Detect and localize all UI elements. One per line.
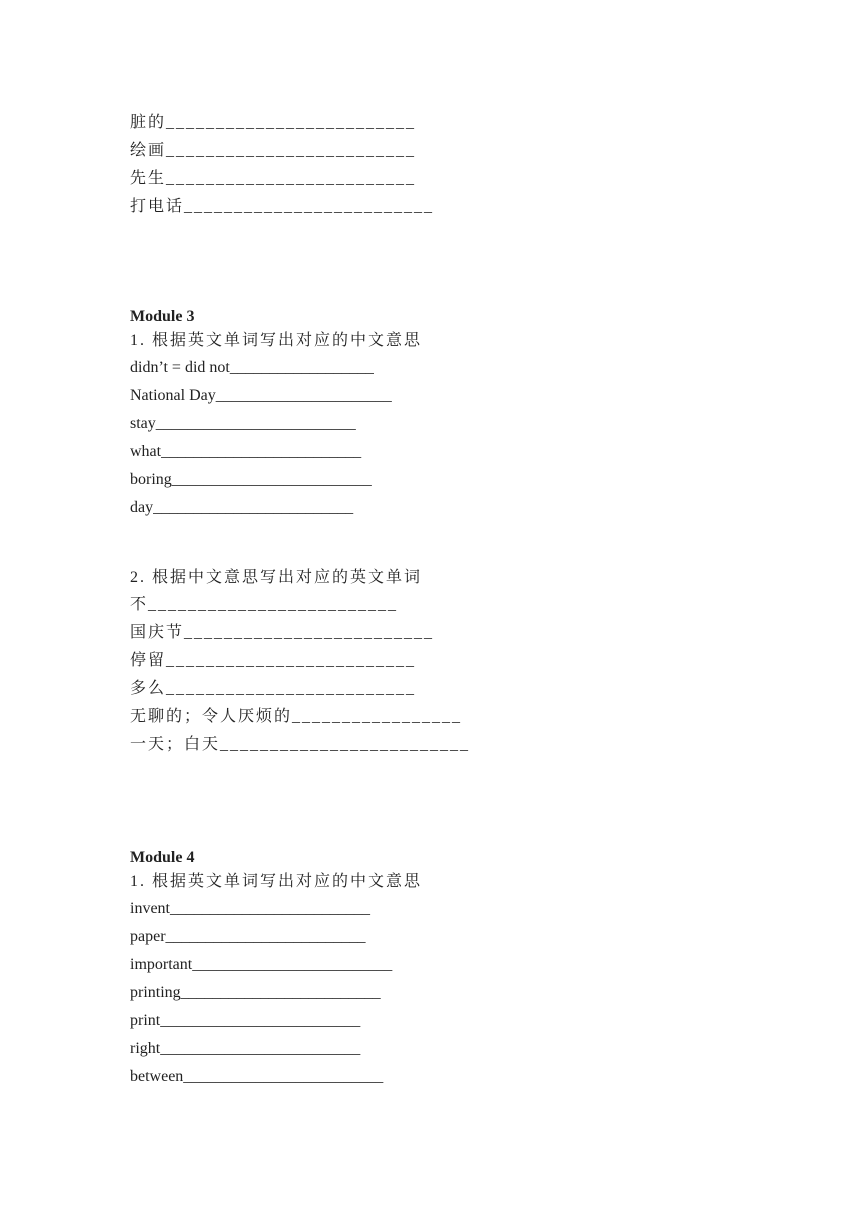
module-4-section <box>130 847 422 1091</box>
list-item: 国庆节_________________________ <box>130 624 435 641</box>
list-item: 先生_________________________ <box>130 170 417 187</box>
list-item: paper_________________________ <box>130 928 366 945</box>
list-item: right_________________________ <box>130 1040 361 1057</box>
list-item: 多么_________________________ <box>130 680 417 697</box>
list-item: 一天；白天_________________________ <box>130 736 471 753</box>
list-item: 打电话_________________________ <box>130 198 435 215</box>
list-item: National Day______________________ <box>130 387 392 404</box>
module-3-instruction-1: 1. 根据英文单词写出对应的中文意思 <box>130 332 423 349</box>
module-4-instruction-1: 1. 根据英文单词写出对应的中文意思 <box>130 873 423 890</box>
list-item: 停留_________________________ <box>130 652 417 669</box>
list-item: invent_________________________ <box>130 900 370 917</box>
list-item: stay_________________________ <box>130 415 356 432</box>
top-vocab-list <box>130 109 434 221</box>
list-item: what_________________________ <box>130 443 362 460</box>
list-item: between_________________________ <box>130 1068 384 1085</box>
list-item: didn’t = did not__________________ <box>130 359 374 376</box>
list-item: 绘画_________________________ <box>130 142 417 159</box>
list-item: print_________________________ <box>130 1012 361 1029</box>
list-item: 不_________________________ <box>130 596 399 613</box>
module-3-section-2 <box>130 565 470 759</box>
list-item: boring_________________________ <box>130 471 372 488</box>
list-item: day_________________________ <box>130 499 354 516</box>
list-item: printing_________________________ <box>130 984 381 1001</box>
list-item: 脏的_________________________ <box>130 114 417 131</box>
module-3-section <box>130 306 422 522</box>
module-3-title: Module 3 <box>130 308 195 325</box>
list-item: 无聊的；令人厌烦的_________________ <box>130 708 463 725</box>
module-4-title: Module 4 <box>130 849 195 866</box>
module-3-instruction-2: 2. 根据中文意思写出对应的英文单词 <box>130 569 423 586</box>
list-item: important_________________________ <box>130 956 393 973</box>
